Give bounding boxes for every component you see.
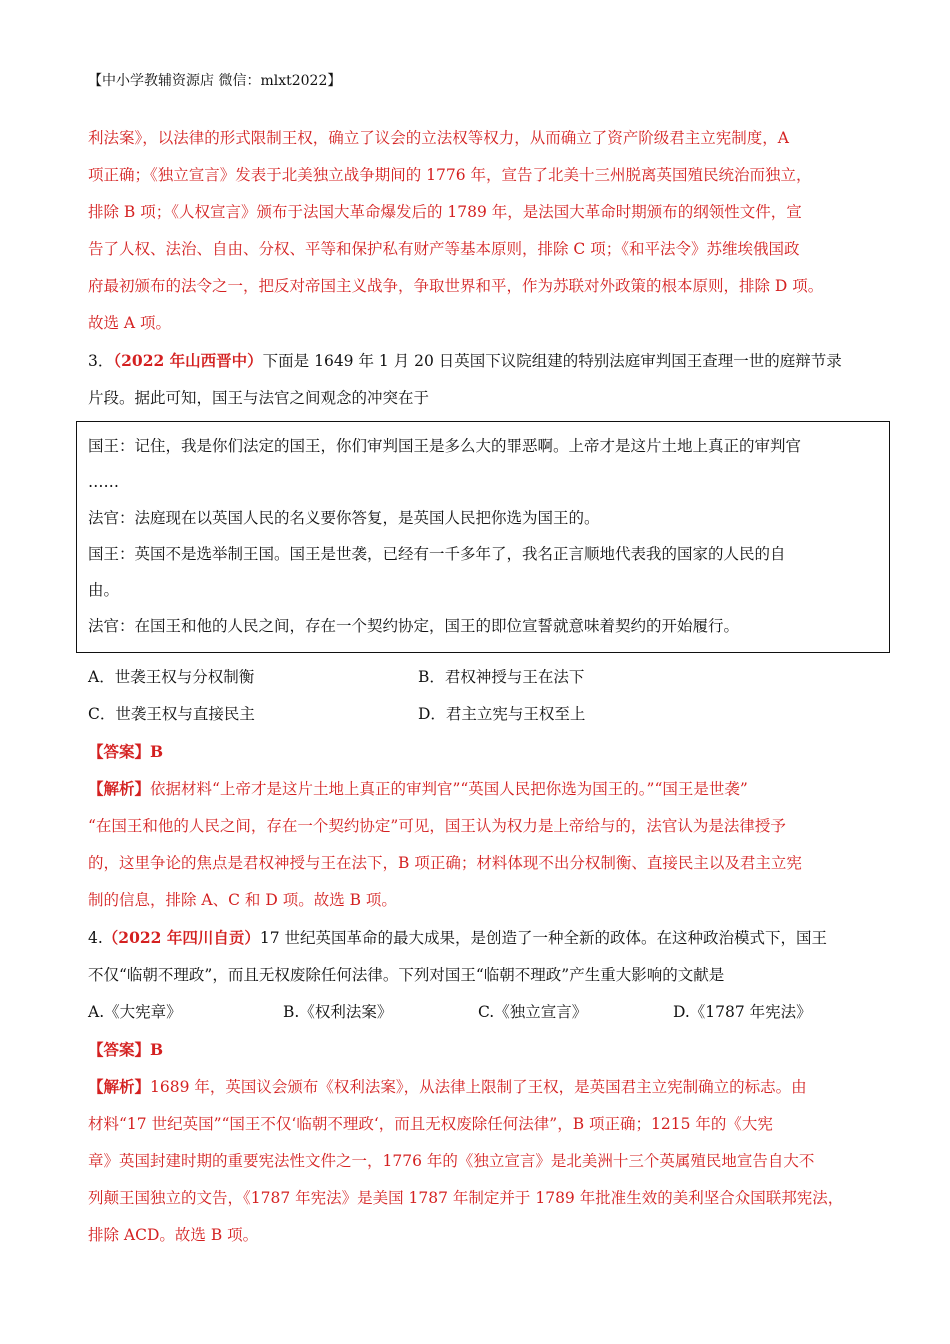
q3-material-line: 国王：英国不是选举制王国。国王是世袭，已经有一千多年了，我名正言顺地代表我的国家的人民的自 (88, 545, 786, 563)
q2-analysis-continuation (88, 120, 878, 342)
q3-analysis (88, 770, 878, 808)
q4-option-d: D.《1787 年宪法》 (673, 1003, 812, 1021)
q4-options-row (88, 994, 878, 1031)
q3-option-c: C．世袭王权与直接民主 (88, 705, 255, 723)
question-3 (88, 342, 878, 919)
q3-stem-line2: 片段。据此可知，国王与法官之间观念的冲突在于 (88, 389, 430, 407)
q3-stem (88, 342, 878, 380)
q3-number: 3． (88, 352, 114, 370)
q4-number: 4. (88, 929, 103, 947)
q4-stem-line1: 17 世纪英国革命的最大成果，是创造了一种全新的政体。在这种政治模式下，国王 (259, 929, 827, 947)
question-4 (88, 919, 878, 1254)
q2-analysis-line: 排除 B 项；《人权宣言》颁布于法国大革命爆发后的 1789 年，是法国大革命时期颁布的纲领性文件，宣 (88, 203, 802, 221)
document-body (88, 120, 878, 1254)
q3-options-row-1 (88, 659, 878, 696)
q3-option-a: A．世袭王权与分权制衡 (88, 668, 255, 686)
q2-analysis-line: 项正确；《独立宣言》发表于北美独立战争期间的 1776 年，宣告了北美十三州脱离英国殖民统治而独立， (88, 166, 812, 184)
q4-option-c: C.《独立宣言》 (478, 1003, 588, 1021)
q4-analysis-line: 列颠王国独立的文告，《1787 年宪法》是美国 1787 年制定并于 1789 年批准生效的美利坚合众国联邦宪法， (88, 1189, 844, 1207)
q3-material-line: 由。 (88, 581, 120, 599)
q3-analysis-line: 依据材料“上帝才是这片土地上真正的审判官”“英国人民把你选为国王的。”“国王是世袭” (150, 780, 748, 798)
q3-material-line: …… (88, 473, 119, 491)
q4-stem (88, 919, 878, 957)
q4-option-b: B.《权利法案》 (283, 1003, 393, 1021)
q4-analysis (88, 1068, 878, 1106)
q4-analysis-line: 排除 ACD。故选 B 项。 (88, 1226, 259, 1244)
q3-analysis-label: 【解析】 (88, 779, 151, 798)
q3-material-line: 法官：法庭现在以英国人民的名义要你答复，是英国人民把你选为国王的。 (88, 509, 600, 527)
q2-analysis-line: 故选 A 项。 (88, 314, 172, 332)
q2-analysis-line: 利法案》，以法律的形式限制王权，确立了议会的立法权等权力，从而确立了资产阶级君主立宪制度，A (88, 129, 789, 147)
q4-answer: 【答案】B (88, 1040, 164, 1059)
q3-analysis-line: “在国王和他的人民之间，存在一个契约协定”可见，国王认为权力是上帝给与的，法官认为是法律授予 (88, 817, 786, 835)
q3-stem-line1: 下面是 1649 年 1 月 20 日英国下议院组建的特别法庭审判国王查理一世的庭辩节录 (262, 352, 842, 370)
q3-options-row-2 (88, 696, 878, 733)
q3-source: （2022 年山西晋中） (113, 351, 263, 370)
q4-stem-line2: 不仅“临朝不理政”，而且无权废除任何法律。下列对国王“临朝不理政”产生重大影响的文献是 (88, 966, 725, 984)
q3-material-line: 法官：在国王和他的人民之间，存在一个契约协定，国王的即位宣誓就意味着契约的开始履行。 (88, 617, 740, 635)
q2-analysis-line: 府最初颁布的法令之一，把反对帝国主义战争，争取世界和平，作为苏联对外政策的根本原则，排除 D 项。 (88, 277, 824, 295)
q3-answer: 【答案】B (88, 742, 164, 761)
q3-option-d: D．君主立宪与王权至上 (418, 705, 586, 723)
q4-analysis-line: 章》英国封建时期的重要宪法性文件之一，1776 年的《独立宣言》是北美洲十三个英属殖民地宣告自大不 (88, 1152, 815, 1170)
q3-material-box (76, 421, 890, 653)
page-header: 【中小学教辅资源店 微信：mlxt2022】 (88, 73, 342, 89)
q3-analysis-line: 的，这里争论的焦点是君权神授与王在法下，B 项正确；材料体现不出分权制衡、直接民主以及君主立宪 (88, 854, 802, 872)
q3-material-line: 国王：记住，我是你们法定的国王，你们审判国王是多么大的罪恶啊。上帝才是这片土地上真正的审判官 (88, 437, 802, 455)
q4-analysis-line: 材料“17 世纪英国”“国王不仅‘临朝不理政‘，而且无权废除任何法律”，B 项正确；1215 年的《大宪 (88, 1115, 773, 1133)
q3-analysis-line: 制的信息，排除 A、C 和 D 项。故选 B 项。 (88, 891, 397, 909)
q2-analysis-line: 告了人权、法治、自由、分权、平等和保护私有财产等基本原则，排除 C 项；《和平法令》苏维埃俄国政 (88, 240, 800, 258)
q4-analysis-label: 【解析】 (88, 1077, 151, 1096)
q4-source: （2022 年四川自贡） (102, 928, 260, 947)
q4-option-a: A.《大宪章》 (88, 1003, 182, 1021)
q4-analysis-line: 1689 年，英国议会颁布《权利法案》，从法律上限制了王权，是英国君主立宪制确立的标志。由 (150, 1078, 807, 1096)
q3-option-b: B．君权神授与王在法下 (418, 668, 585, 686)
